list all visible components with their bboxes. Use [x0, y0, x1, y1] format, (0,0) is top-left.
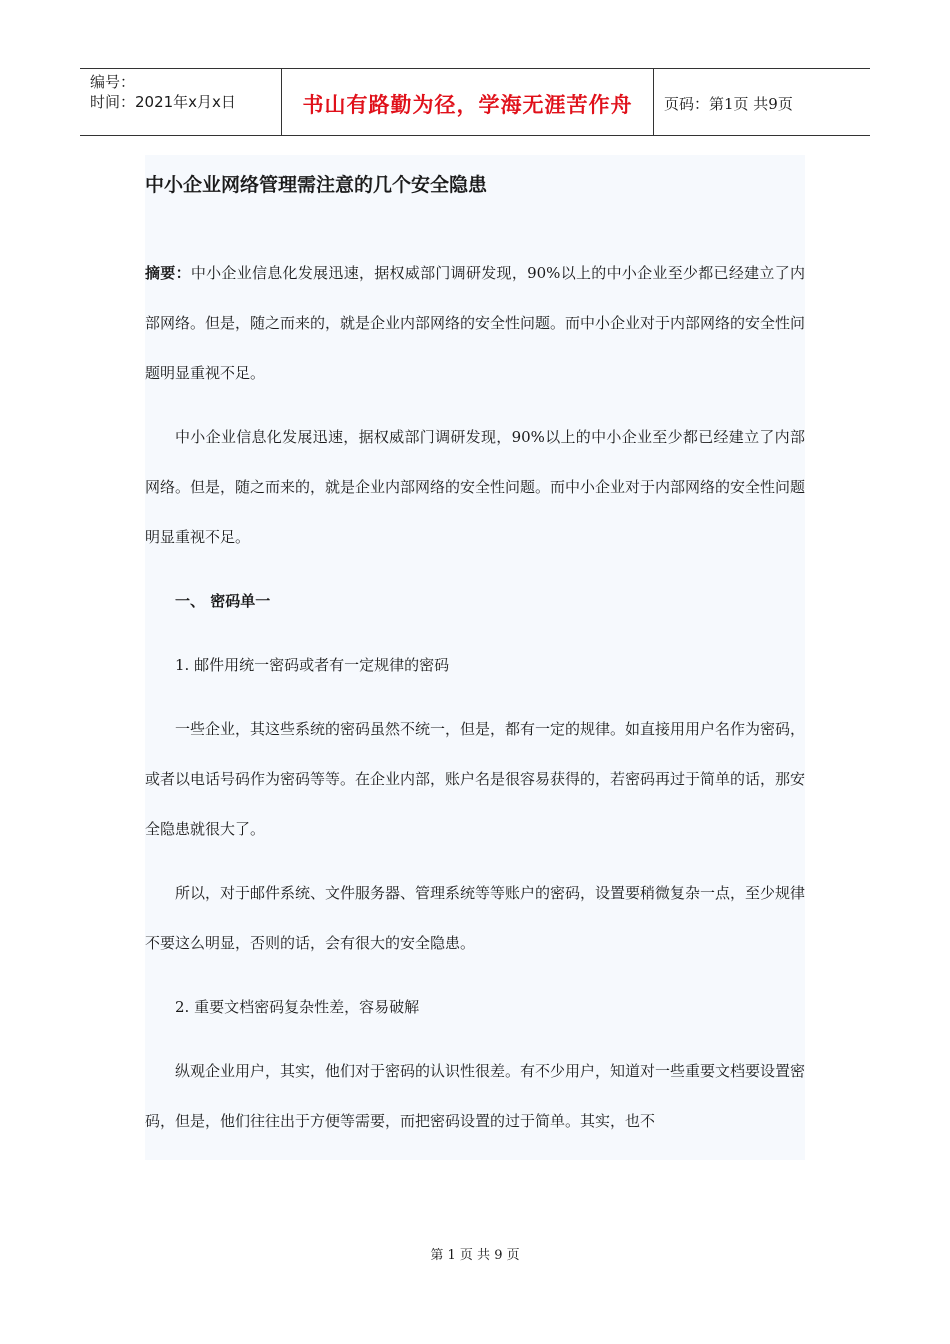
- abstract-text: 中小企业信息化发展迅速，据权威部门调研发现，90%以上的中小企业至少都已经建立了内部网络。但是，随之而来的，就是企业内部网络的安全性问题。而中小企业对于内部网络的安全性问题明显重视不足。: [145, 264, 806, 382]
- item-heading-2: 2. 重要文档密码复杂性差，容易破解: [175, 998, 420, 1016]
- document-body: [145, 155, 805, 1160]
- document-number-label: 编号：: [90, 73, 136, 91]
- item-heading-1: 1. 邮件用统一密码或者有一定规律的密码: [175, 656, 450, 674]
- document-title: 中小企业网络管理需注意的几个安全隐患: [145, 174, 488, 196]
- page-footer: 第 1 页 共 9 页: [430, 1248, 520, 1263]
- body-paragraph-2: 所以，对于邮件系统、文件服务器、管理系统等等账户的密码，设置要稍微复杂一点，至少规律不要这么明显，否则的话，会有很大的安全隐患。: [145, 884, 806, 952]
- abstract-paragraph: [145, 248, 805, 398]
- header-page-info: 页码：第1页 共9页: [664, 94, 793, 113]
- abstract-label: 摘要：: [145, 264, 191, 282]
- body-paragraph-3: 纵观企业用户，其实，他们对于密码的认识性很差。有不少用户，知道对一些重要文档要设置密码，但是，他们往往出于方便等需要，而把密码设置的过于简单。其实，也不: [145, 1062, 806, 1130]
- section-heading-1: 一、 密码单一: [175, 592, 271, 610]
- intro-paragraph: 中小企业信息化发展迅速，据权威部门调研发现，90%以上的中小企业至少都已经建立了内部网络。但是，随之而来的，就是企业内部网络的安全性问题。而中小企业对于内部网络的安全性问题明显重视不足。: [145, 428, 806, 546]
- header-meta-cell: [80, 69, 282, 135]
- header-motto: 书山有路勤为径，学海无涯苦作舟: [282, 69, 654, 135]
- header-table: [80, 68, 870, 136]
- document-date: 时间：2021年x月x日: [90, 93, 236, 111]
- body-paragraph-1: 一些企业，其这些系统的密码虽然不统一，但是，都有一定的规律。如直接用用户名作为密码，或者以电话号码作为密码等等。在企业内部，账户名是很容易获得的，若密码再过于简单的话，那安全隐患就很大了。: [145, 720, 806, 838]
